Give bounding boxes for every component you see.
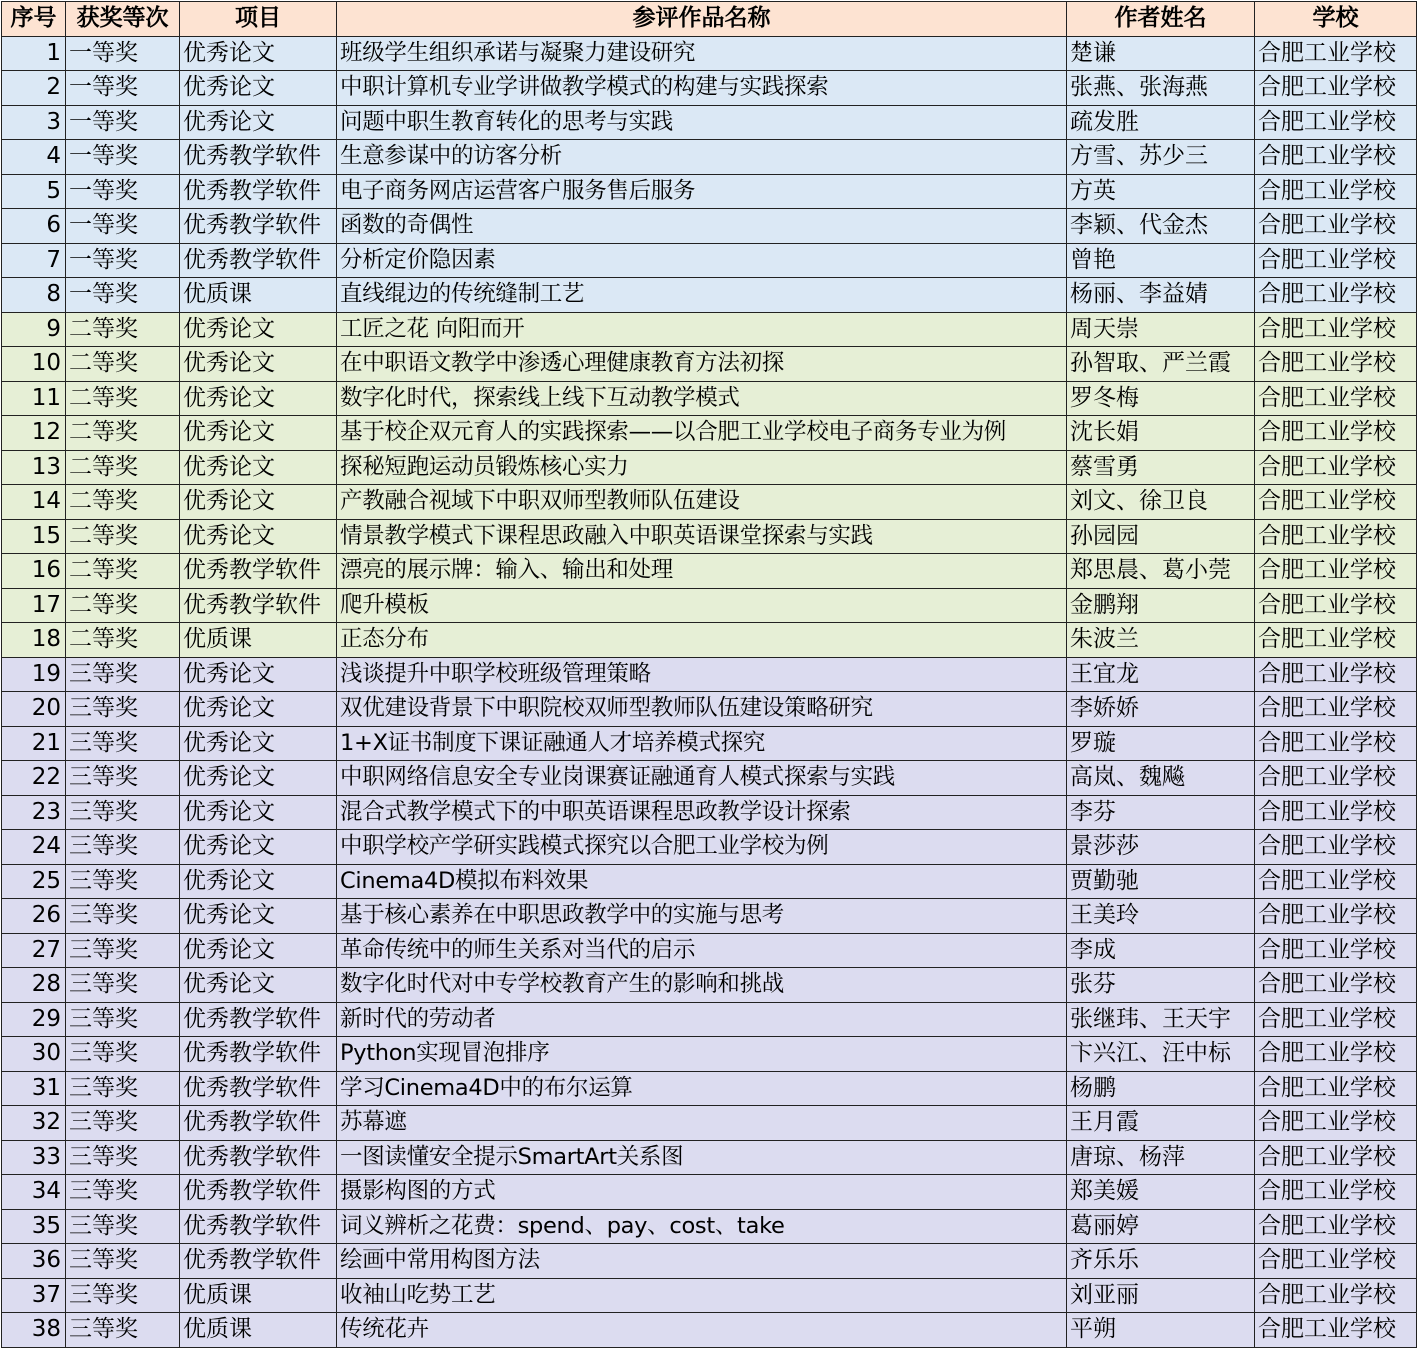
cell-author: 张芬 xyxy=(1067,968,1255,1003)
cell-award: 二等奖 xyxy=(66,588,180,623)
cell-school: 合肥工业学校 xyxy=(1255,657,1417,692)
cell-no: 30 xyxy=(2,1037,66,1072)
cell-category: 优秀论文 xyxy=(180,968,337,1003)
cell-no: 8 xyxy=(2,278,66,313)
cell-school: 合肥工业学校 xyxy=(1255,830,1417,865)
cell-category: 优质课 xyxy=(180,1313,337,1348)
cell-category: 优秀论文 xyxy=(180,416,337,451)
header-author: 作者姓名 xyxy=(1067,2,1255,37)
cell-no: 18 xyxy=(2,623,66,658)
cell-category: 优秀教学软件 xyxy=(180,1209,337,1244)
cell-author: 疏发胜 xyxy=(1067,105,1255,140)
cell-title: 收袖山吃势工艺 xyxy=(337,1278,1067,1313)
cell-award: 三等奖 xyxy=(66,968,180,1003)
table-row xyxy=(2,105,1417,140)
cell-school: 合肥工业学校 xyxy=(1255,692,1417,727)
cell-category: 优秀论文 xyxy=(180,347,337,382)
cell-author: 高岚、魏飚 xyxy=(1067,761,1255,796)
cell-no: 3 xyxy=(2,105,66,140)
cell-title: 数字化时代对中专学校教育产生的影响和挑战 xyxy=(337,968,1067,1003)
table-row xyxy=(2,1175,1417,1210)
table-row xyxy=(2,830,1417,865)
cell-author: 张燕、张海燕 xyxy=(1067,71,1255,106)
cell-category: 优秀教学软件 xyxy=(180,1140,337,1175)
cell-category: 优秀教学软件 xyxy=(180,1002,337,1037)
cell-school: 合肥工业学校 xyxy=(1255,1278,1417,1313)
cell-category: 优质课 xyxy=(180,1278,337,1313)
cell-award: 三等奖 xyxy=(66,1071,180,1106)
cell-no: 11 xyxy=(2,381,66,416)
cell-title: 班级学生组织承诺与凝聚力建设研究 xyxy=(337,36,1067,71)
cell-school: 合肥工业学校 xyxy=(1255,416,1417,451)
cell-award: 三等奖 xyxy=(66,1175,180,1210)
cell-title: 在中职语文教学中渗透心理健康教育方法初探 xyxy=(337,347,1067,382)
cell-school: 合肥工业学校 xyxy=(1255,1209,1417,1244)
table-row xyxy=(2,243,1417,278)
table-row xyxy=(2,209,1417,244)
cell-no: 2 xyxy=(2,71,66,106)
cell-award: 一等奖 xyxy=(66,209,180,244)
table-row xyxy=(2,864,1417,899)
cell-award: 一等奖 xyxy=(66,36,180,71)
cell-author: 李芬 xyxy=(1067,795,1255,830)
cell-award: 三等奖 xyxy=(66,1244,180,1279)
cell-author: 蔡雪勇 xyxy=(1067,450,1255,485)
cell-category: 优秀教学软件 xyxy=(180,554,337,589)
cell-no: 21 xyxy=(2,726,66,761)
cell-no: 15 xyxy=(2,519,66,554)
cell-category: 优秀教学软件 xyxy=(180,1106,337,1141)
cell-award: 一等奖 xyxy=(66,71,180,106)
cell-category: 优质课 xyxy=(180,623,337,658)
cell-school: 合肥工业学校 xyxy=(1255,726,1417,761)
table-row xyxy=(2,761,1417,796)
cell-no: 20 xyxy=(2,692,66,727)
table-row xyxy=(2,1140,1417,1175)
cell-school: 合肥工业学校 xyxy=(1255,105,1417,140)
cell-author: 刘亚丽 xyxy=(1067,1278,1255,1313)
cell-title: 产教融合视域下中职双师型教师队伍建设 xyxy=(337,485,1067,520)
cell-school: 合肥工业学校 xyxy=(1255,243,1417,278)
cell-title: 中职网络信息安全专业岗课赛证融通育人模式探索与实践 xyxy=(337,761,1067,796)
cell-category: 优秀论文 xyxy=(180,830,337,865)
cell-category: 优秀论文 xyxy=(180,899,337,934)
cell-no: 13 xyxy=(2,450,66,485)
cell-title: 浅谈提升中职学校班级管理策略 xyxy=(337,657,1067,692)
cell-no: 22 xyxy=(2,761,66,796)
table-row xyxy=(2,623,1417,658)
table-row xyxy=(2,36,1417,71)
cell-category: 优秀教学软件 xyxy=(180,1175,337,1210)
cell-category: 优秀论文 xyxy=(180,726,337,761)
cell-author: 朱波兰 xyxy=(1067,623,1255,658)
cell-no: 37 xyxy=(2,1278,66,1313)
cell-school: 合肥工业学校 xyxy=(1255,209,1417,244)
cell-school: 合肥工业学校 xyxy=(1255,174,1417,209)
cell-author: 卞兴江、汪中标 xyxy=(1067,1037,1255,1072)
table-row xyxy=(2,1002,1417,1037)
cell-no: 4 xyxy=(2,140,66,175)
cell-award: 一等奖 xyxy=(66,278,180,313)
cell-category: 优秀教学软件 xyxy=(180,588,337,623)
table-row xyxy=(2,519,1417,554)
cell-author: 罗冬梅 xyxy=(1067,381,1255,416)
cell-title: 词义辨析之花费：spend、pay、cost、take xyxy=(337,1209,1067,1244)
cell-award: 二等奖 xyxy=(66,554,180,589)
cell-no: 9 xyxy=(2,312,66,347)
cell-no: 24 xyxy=(2,830,66,865)
cell-school: 合肥工业学校 xyxy=(1255,554,1417,589)
cell-title: 直线绲边的传统缝制工艺 xyxy=(337,278,1067,313)
cell-school: 合肥工业学校 xyxy=(1255,485,1417,520)
cell-school: 合肥工业学校 xyxy=(1255,278,1417,313)
cell-award: 三等奖 xyxy=(66,1313,180,1348)
cell-author: 方雪、苏少三 xyxy=(1067,140,1255,175)
cell-author: 景莎莎 xyxy=(1067,830,1255,865)
cell-category: 优秀论文 xyxy=(180,519,337,554)
cell-award: 三等奖 xyxy=(66,1037,180,1072)
cell-category: 优秀教学软件 xyxy=(180,1071,337,1106)
table-row xyxy=(2,1244,1417,1279)
cell-school: 合肥工业学校 xyxy=(1255,588,1417,623)
cell-school: 合肥工业学校 xyxy=(1255,1071,1417,1106)
cell-category: 优秀教学软件 xyxy=(180,174,337,209)
cell-no: 16 xyxy=(2,554,66,589)
cell-category: 优秀论文 xyxy=(180,485,337,520)
table-row xyxy=(2,1071,1417,1106)
cell-title: 新时代的劳动者 xyxy=(337,1002,1067,1037)
cell-no: 17 xyxy=(2,588,66,623)
cell-title: 传统花卉 xyxy=(337,1313,1067,1348)
cell-school: 合肥工业学校 xyxy=(1255,1002,1417,1037)
table-row xyxy=(2,347,1417,382)
cell-title: 工匠之花 向阳而开 xyxy=(337,312,1067,347)
cell-no: 31 xyxy=(2,1071,66,1106)
cell-author: 刘文、徐卫良 xyxy=(1067,485,1255,520)
cell-award: 二等奖 xyxy=(66,381,180,416)
cell-author: 曾艳 xyxy=(1067,243,1255,278)
cell-no: 10 xyxy=(2,347,66,382)
table-row xyxy=(2,312,1417,347)
cell-award: 三等奖 xyxy=(66,1278,180,1313)
table-row xyxy=(2,692,1417,727)
cell-no: 36 xyxy=(2,1244,66,1279)
cell-no: 29 xyxy=(2,1002,66,1037)
cell-category: 优秀论文 xyxy=(180,692,337,727)
cell-school: 合肥工业学校 xyxy=(1255,1140,1417,1175)
cell-school: 合肥工业学校 xyxy=(1255,36,1417,71)
cell-school: 合肥工业学校 xyxy=(1255,347,1417,382)
cell-title: 混合式教学模式下的中职英语课程思政教学设计探索 xyxy=(337,795,1067,830)
table-row xyxy=(2,278,1417,313)
cell-school: 合肥工业学校 xyxy=(1255,623,1417,658)
cell-category: 优秀论文 xyxy=(180,933,337,968)
header-row xyxy=(2,2,1417,37)
cell-author: 贾勤驰 xyxy=(1067,864,1255,899)
cell-award: 三等奖 xyxy=(66,1106,180,1141)
cell-award: 一等奖 xyxy=(66,140,180,175)
cell-title: 双优建设背景下中职院校双师型教师队伍建设策略研究 xyxy=(337,692,1067,727)
table-row xyxy=(2,726,1417,761)
cell-title: 基于核心素养在中职思政教学中的实施与思考 xyxy=(337,899,1067,934)
cell-award: 二等奖 xyxy=(66,312,180,347)
cell-award: 二等奖 xyxy=(66,347,180,382)
cell-title: 中职计算机专业学讲做教学模式的构建与实践探索 xyxy=(337,71,1067,106)
cell-school: 合肥工业学校 xyxy=(1255,968,1417,1003)
table-body xyxy=(2,36,1417,1347)
table-row xyxy=(2,899,1417,934)
cell-no: 28 xyxy=(2,968,66,1003)
cell-no: 27 xyxy=(2,933,66,968)
cell-award: 二等奖 xyxy=(66,623,180,658)
table-row xyxy=(2,657,1417,692)
table-row xyxy=(2,554,1417,589)
cell-author: 孙园园 xyxy=(1067,519,1255,554)
cell-award: 三等奖 xyxy=(66,1002,180,1037)
cell-category: 优秀论文 xyxy=(180,795,337,830)
table-row xyxy=(2,933,1417,968)
table-row xyxy=(2,1313,1417,1348)
awards-table xyxy=(1,1,1417,1348)
cell-award: 二等奖 xyxy=(66,519,180,554)
cell-award: 一等奖 xyxy=(66,174,180,209)
cell-award: 三等奖 xyxy=(66,1209,180,1244)
cell-school: 合肥工业学校 xyxy=(1255,381,1417,416)
cell-award: 三等奖 xyxy=(66,692,180,727)
cell-author: 王月霞 xyxy=(1067,1106,1255,1141)
cell-school: 合肥工业学校 xyxy=(1255,795,1417,830)
cell-school: 合肥工业学校 xyxy=(1255,1106,1417,1141)
cell-author: 李成 xyxy=(1067,933,1255,968)
table-row xyxy=(2,174,1417,209)
cell-author: 郑美媛 xyxy=(1067,1175,1255,1210)
cell-title: 学习Cinema4D中的布尔运算 xyxy=(337,1071,1067,1106)
cell-category: 优秀论文 xyxy=(180,761,337,796)
cell-category: 优秀教学软件 xyxy=(180,140,337,175)
cell-no: 1 xyxy=(2,36,66,71)
cell-award: 三等奖 xyxy=(66,657,180,692)
cell-author: 唐琼、杨萍 xyxy=(1067,1140,1255,1175)
cell-category: 优秀论文 xyxy=(180,657,337,692)
cell-no: 14 xyxy=(2,485,66,520)
cell-no: 6 xyxy=(2,209,66,244)
cell-category: 优秀教学软件 xyxy=(180,209,337,244)
cell-school: 合肥工业学校 xyxy=(1255,450,1417,485)
cell-author: 孙智取、严兰霞 xyxy=(1067,347,1255,382)
cell-author: 郑思晨、葛小莞 xyxy=(1067,554,1255,589)
cell-title: 一图读懂安全提示SmartArt关系图 xyxy=(337,1140,1067,1175)
cell-school: 合肥工业学校 xyxy=(1255,519,1417,554)
cell-title: 爬升模板 xyxy=(337,588,1067,623)
cell-school: 合肥工业学校 xyxy=(1255,1313,1417,1348)
cell-title: 情景教学模式下课程思政融入中职英语课堂探索与实践 xyxy=(337,519,1067,554)
cell-award: 三等奖 xyxy=(66,761,180,796)
cell-award: 二等奖 xyxy=(66,485,180,520)
cell-title: 正态分布 xyxy=(337,623,1067,658)
cell-no: 38 xyxy=(2,1313,66,1348)
table-row xyxy=(2,381,1417,416)
table-row xyxy=(2,1037,1417,1072)
cell-no: 34 xyxy=(2,1175,66,1210)
cell-author: 齐乐乐 xyxy=(1067,1244,1255,1279)
cell-award: 三等奖 xyxy=(66,830,180,865)
cell-title: 1+X证书制度下课证融通人才培养模式探究 xyxy=(337,726,1067,761)
cell-author: 周天崇 xyxy=(1067,312,1255,347)
cell-author: 金鹏翔 xyxy=(1067,588,1255,623)
cell-school: 合肥工业学校 xyxy=(1255,71,1417,106)
cell-no: 35 xyxy=(2,1209,66,1244)
cell-category: 优秀论文 xyxy=(180,864,337,899)
table-row xyxy=(2,71,1417,106)
cell-title: 问题中职生教育转化的思考与实践 xyxy=(337,105,1067,140)
cell-title: 苏幕遮 xyxy=(337,1106,1067,1141)
cell-category: 优秀论文 xyxy=(180,312,337,347)
header-title: 参评作品名称 xyxy=(337,2,1067,37)
cell-no: 26 xyxy=(2,899,66,934)
table-row xyxy=(2,588,1417,623)
cell-school: 合肥工业学校 xyxy=(1255,312,1417,347)
cell-category: 优质课 xyxy=(180,278,337,313)
cell-award: 三等奖 xyxy=(66,1140,180,1175)
cell-title: 分析定价隐因素 xyxy=(337,243,1067,278)
cell-award: 一等奖 xyxy=(66,243,180,278)
header-category: 项目 xyxy=(180,2,337,37)
cell-category: 优秀教学软件 xyxy=(180,1037,337,1072)
cell-school: 合肥工业学校 xyxy=(1255,864,1417,899)
cell-school: 合肥工业学校 xyxy=(1255,761,1417,796)
cell-author: 王美玲 xyxy=(1067,899,1255,934)
cell-no: 33 xyxy=(2,1140,66,1175)
table-row xyxy=(2,1106,1417,1141)
cell-title: Cinema4D模拟布料效果 xyxy=(337,864,1067,899)
cell-no: 19 xyxy=(2,657,66,692)
cell-title: 生意参谋中的访客分析 xyxy=(337,140,1067,175)
cell-category: 优秀论文 xyxy=(180,450,337,485)
cell-award: 一等奖 xyxy=(66,105,180,140)
cell-school: 合肥工业学校 xyxy=(1255,933,1417,968)
cell-title: 函数的奇偶性 xyxy=(337,209,1067,244)
table-row xyxy=(2,1278,1417,1313)
cell-award: 二等奖 xyxy=(66,450,180,485)
cell-school: 合肥工业学校 xyxy=(1255,140,1417,175)
cell-title: 漂亮的展示牌：输入、输出和处理 xyxy=(337,554,1067,589)
cell-award: 三等奖 xyxy=(66,795,180,830)
cell-author: 方英 xyxy=(1067,174,1255,209)
header-award: 获奖等次 xyxy=(66,2,180,37)
table-row xyxy=(2,485,1417,520)
cell-award: 二等奖 xyxy=(66,416,180,451)
cell-no: 7 xyxy=(2,243,66,278)
cell-no: 25 xyxy=(2,864,66,899)
cell-title: Python实现冒泡排序 xyxy=(337,1037,1067,1072)
cell-school: 合肥工业学校 xyxy=(1255,1037,1417,1072)
cell-no: 32 xyxy=(2,1106,66,1141)
table-row xyxy=(2,450,1417,485)
cell-no: 5 xyxy=(2,174,66,209)
table-row xyxy=(2,968,1417,1003)
table-row xyxy=(2,140,1417,175)
cell-author: 罗璇 xyxy=(1067,726,1255,761)
cell-author: 平朔 xyxy=(1067,1313,1255,1348)
cell-category: 优秀教学软件 xyxy=(180,243,337,278)
table-row xyxy=(2,1209,1417,1244)
header-school: 学校 xyxy=(1255,2,1417,37)
cell-school: 合肥工业学校 xyxy=(1255,1244,1417,1279)
cell-title: 中职学校产学研实践模式探究以合肥工业学校为例 xyxy=(337,830,1067,865)
cell-no: 23 xyxy=(2,795,66,830)
cell-author: 张继玮、王天宇 xyxy=(1067,1002,1255,1037)
cell-category: 优秀论文 xyxy=(180,105,337,140)
cell-category: 优秀论文 xyxy=(180,381,337,416)
cell-author: 王宜龙 xyxy=(1067,657,1255,692)
cell-no: 12 xyxy=(2,416,66,451)
cell-school: 合肥工业学校 xyxy=(1255,1175,1417,1210)
cell-author: 李娇娇 xyxy=(1067,692,1255,727)
cell-school: 合肥工业学校 xyxy=(1255,899,1417,934)
cell-award: 三等奖 xyxy=(66,933,180,968)
cell-award: 三等奖 xyxy=(66,899,180,934)
cell-author: 杨丽、李益婧 xyxy=(1067,278,1255,313)
cell-title: 基于校企双元育人的实践探索——以合肥工业学校电子商务专业为例 xyxy=(337,416,1067,451)
cell-title: 电子商务网店运营客户服务售后服务 xyxy=(337,174,1067,209)
cell-author: 沈长娟 xyxy=(1067,416,1255,451)
cell-title: 革命传统中的师生关系对当代的启示 xyxy=(337,933,1067,968)
cell-author: 楚谦 xyxy=(1067,36,1255,71)
cell-category: 优秀论文 xyxy=(180,36,337,71)
cell-award: 三等奖 xyxy=(66,864,180,899)
table-row xyxy=(2,795,1417,830)
header-no: 序号 xyxy=(2,2,66,37)
table-row xyxy=(2,416,1417,451)
cell-category: 优秀教学软件 xyxy=(180,1244,337,1279)
cell-title: 绘画中常用构图方法 xyxy=(337,1244,1067,1279)
cell-title: 探秘短跑运动员锻炼核心实力 xyxy=(337,450,1067,485)
cell-author: 葛丽婷 xyxy=(1067,1209,1255,1244)
cell-author: 杨鹏 xyxy=(1067,1071,1255,1106)
cell-author: 李颖、代金杰 xyxy=(1067,209,1255,244)
cell-category: 优秀论文 xyxy=(180,71,337,106)
cell-title: 摄影构图的方式 xyxy=(337,1175,1067,1210)
cell-award: 三等奖 xyxy=(66,726,180,761)
cell-title: 数字化时代，探索线上线下互动教学模式 xyxy=(337,381,1067,416)
